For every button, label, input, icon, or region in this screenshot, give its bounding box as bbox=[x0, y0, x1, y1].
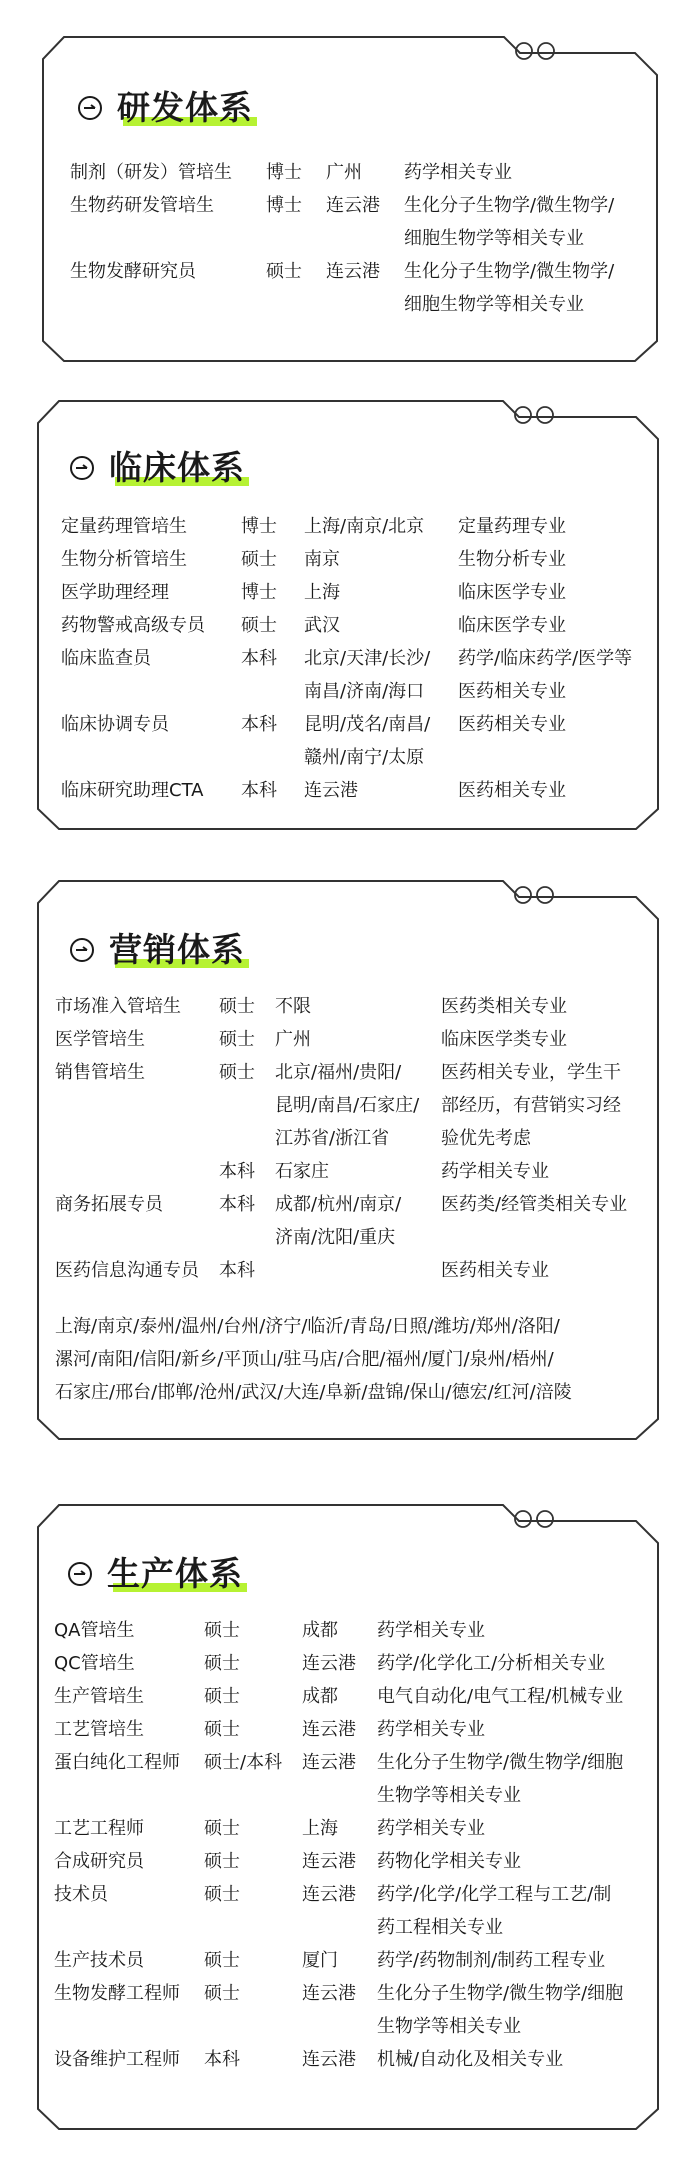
job-row bbox=[55, 1155, 627, 1188]
job-major: 医药相关专业 bbox=[441, 1260, 549, 1281]
job-major: 药学/化学化工/分析相关专业 bbox=[377, 1653, 606, 1674]
job-row bbox=[61, 642, 632, 708]
job-degree: 本科 bbox=[241, 780, 277, 801]
job-degree: 博士 bbox=[241, 516, 277, 537]
arrow-circle-icon bbox=[67, 1561, 93, 1587]
job-title bbox=[55, 1155, 219, 1188]
section-card-clinical bbox=[37, 400, 659, 830]
job-row bbox=[55, 1023, 627, 1056]
job-major: 生化分子生物学/微生物学/ 细胞生物学等相关专业 bbox=[404, 261, 615, 315]
job-location bbox=[275, 1254, 441, 1287]
job-degree: 硕士 bbox=[204, 1686, 240, 1707]
job-row bbox=[70, 255, 614, 321]
section-title: 临床体系 bbox=[109, 448, 245, 487]
job-row bbox=[61, 708, 632, 774]
job-title: QC管培生 bbox=[54, 1653, 135, 1674]
job-row bbox=[55, 1188, 627, 1254]
job-location: 连云港 bbox=[326, 261, 380, 282]
job-degree: 硕士 bbox=[241, 549, 277, 570]
job-degree: 硕士 bbox=[204, 1950, 240, 1971]
job-row bbox=[70, 189, 614, 255]
section-heading bbox=[69, 930, 245, 970]
job-degree: 本科 bbox=[219, 1161, 255, 1182]
job-title: 生物发酵研究员 bbox=[70, 261, 196, 282]
job-major: 药学相关专业 bbox=[377, 1719, 485, 1740]
job-major: 药物化学相关专业 bbox=[377, 1851, 521, 1872]
job-row bbox=[54, 1746, 623, 1812]
section-card-rd bbox=[42, 36, 658, 362]
job-location: 连云港 bbox=[304, 780, 358, 801]
job-location: 连云港 bbox=[302, 1719, 356, 1740]
job-location: 广州 bbox=[326, 162, 362, 183]
job-degree: 硕士 bbox=[219, 1062, 255, 1083]
job-location: 成都 bbox=[302, 1620, 338, 1641]
job-title: 生物分析管培生 bbox=[61, 549, 187, 570]
job-major: 药学相关专业 bbox=[404, 162, 512, 183]
job-title: 生物发酵工程师 bbox=[54, 1983, 180, 2004]
job-title: 定量药理管培生 bbox=[61, 516, 187, 537]
job-title: 临床协调专员 bbox=[61, 714, 169, 735]
job-title: 生产管培生 bbox=[54, 1686, 144, 1707]
job-location: 广州 bbox=[275, 1029, 311, 1050]
job-degree: 本科 bbox=[204, 2049, 240, 2070]
job-row bbox=[61, 510, 632, 543]
job-row bbox=[54, 1812, 623, 1845]
job-row bbox=[54, 1878, 623, 1944]
job-title: 蛋白纯化工程师 bbox=[54, 1752, 180, 1773]
arrow-circle-icon bbox=[69, 937, 95, 963]
job-location: 连云港 bbox=[302, 1752, 356, 1773]
job-degree: 硕士 bbox=[219, 996, 255, 1017]
job-location: 连云港 bbox=[326, 195, 380, 216]
job-row bbox=[61, 543, 632, 576]
job-list bbox=[55, 990, 627, 1287]
job-row bbox=[61, 609, 632, 642]
job-row bbox=[54, 1977, 623, 2043]
job-title: 医学助理经理 bbox=[61, 582, 169, 603]
city-list: 上海/南京/泰州/温州/台州/济宁/临沂/青岛/日照/潍坊/郑州/洛阳/ 漯河/南阳/信阳/新乡/平顶山/驻马店/合肥/福州/厦门/泉州/梧州/ 石家庄/邢台/邯郸/沧州/武汉/大连/阜新/盘锦/保山/德宏/红河/涪陵 bbox=[55, 1316, 572, 1403]
job-degree: 硕士 bbox=[204, 1719, 240, 1740]
job-title: 生物药研发管培生 bbox=[70, 195, 214, 216]
job-major: 药学相关专业 bbox=[377, 1818, 485, 1839]
arrow-circle-icon bbox=[69, 455, 95, 481]
job-title: 合成研究员 bbox=[54, 1851, 144, 1872]
job-degree: 本科 bbox=[219, 1260, 255, 1281]
job-title: 商务拓展专员 bbox=[55, 1194, 163, 1215]
job-location: 北京/福州/贵阳/ 昆明/南昌/石家庄/ 江苏省/浙江省 bbox=[275, 1062, 420, 1149]
job-major: 药学/化学/化学工程与工艺/制 药工程相关专业 bbox=[377, 1884, 612, 1938]
job-row bbox=[54, 1845, 623, 1878]
job-location: 连云港 bbox=[302, 1983, 356, 2004]
section-card-marketing bbox=[37, 880, 659, 1440]
job-row bbox=[61, 774, 632, 807]
job-degree: 硕士 bbox=[219, 1029, 255, 1050]
job-location: 连云港 bbox=[302, 1653, 356, 1674]
job-title: 医药信息沟通专员 bbox=[55, 1260, 199, 1281]
job-row bbox=[54, 1680, 623, 1713]
job-title: 市场准入管培生 bbox=[55, 996, 181, 1017]
job-major: 临床医学类专业 bbox=[441, 1029, 567, 1050]
job-row bbox=[55, 990, 627, 1023]
job-degree: 硕士 bbox=[204, 1851, 240, 1872]
job-title: 医学管培生 bbox=[55, 1029, 145, 1050]
job-major: 临床医学专业 bbox=[458, 615, 566, 636]
arrow-circle-icon bbox=[77, 95, 103, 121]
job-major: 医药相关专业 bbox=[458, 714, 566, 735]
job-major: 医药相关专业，学生干 部经历，有营销实习经 验优先考虑 bbox=[441, 1062, 621, 1149]
job-degree: 硕士 bbox=[204, 1818, 240, 1839]
job-location: 不限 bbox=[275, 996, 311, 1017]
section-heading bbox=[69, 448, 245, 488]
job-title: 设备维护工程师 bbox=[54, 2049, 180, 2070]
job-location: 上海 bbox=[302, 1818, 338, 1839]
job-list bbox=[54, 1614, 623, 2076]
job-degree: 本科 bbox=[219, 1194, 255, 1215]
job-row bbox=[54, 1944, 623, 1977]
job-major: 临床医学专业 bbox=[458, 582, 566, 603]
job-major: 药学相关专业 bbox=[377, 1620, 485, 1641]
job-location: 上海/南京/北京 bbox=[304, 516, 425, 537]
section-title: 生产体系 bbox=[107, 1554, 243, 1593]
job-location: 北京/天津/长沙/ 南昌/济南/海口 bbox=[304, 648, 431, 702]
job-title: 临床监查员 bbox=[61, 648, 151, 669]
job-row bbox=[55, 1056, 627, 1155]
job-degree: 本科 bbox=[241, 714, 277, 735]
job-title: 技术员 bbox=[54, 1884, 108, 1905]
job-row bbox=[54, 2043, 623, 2076]
job-major: 生物分析专业 bbox=[458, 549, 566, 570]
job-major: 生化分子生物学/微生物学/细胞 生物学等相关专业 bbox=[377, 1983, 624, 2037]
job-degree: 硕士 bbox=[241, 615, 277, 636]
job-major: 医药类/经管类相关专业 bbox=[441, 1194, 628, 1215]
section-title: 营销体系 bbox=[109, 930, 245, 969]
job-major: 药学/临床药学/医学等 医药相关专业 bbox=[458, 648, 633, 702]
job-title: 销售管培生 bbox=[55, 1062, 145, 1083]
job-major: 定量药理专业 bbox=[458, 516, 566, 537]
job-major: 医药类相关专业 bbox=[441, 996, 567, 1017]
job-list bbox=[70, 156, 614, 321]
job-degree: 硕士 bbox=[204, 1620, 240, 1641]
job-major: 电气自动化/电气工程/机械专业 bbox=[377, 1686, 624, 1707]
section-heading bbox=[77, 88, 253, 128]
job-location: 成都/杭州/南京/ 济南/沈阳/重庆 bbox=[275, 1194, 402, 1248]
job-row bbox=[61, 576, 632, 609]
job-major: 机械/自动化及相关专业 bbox=[377, 2049, 564, 2070]
job-location: 武汉 bbox=[304, 615, 340, 636]
job-major: 生化分子生物学/微生物学/细胞 生物学等相关专业 bbox=[377, 1752, 624, 1806]
job-title: 药物警戒高级专员 bbox=[61, 615, 205, 636]
job-degree: 硕士 bbox=[204, 1653, 240, 1674]
job-list bbox=[61, 510, 632, 807]
job-degree: 硕士/本科 bbox=[204, 1752, 283, 1773]
job-row bbox=[54, 1614, 623, 1647]
job-location: 昆明/茂名/南昌/ 赣州/南宁/太原 bbox=[304, 714, 431, 768]
job-major: 医药相关专业 bbox=[458, 780, 566, 801]
job-location: 厦门 bbox=[302, 1950, 338, 1971]
job-title: QA管培生 bbox=[54, 1620, 135, 1641]
job-location: 上海 bbox=[304, 582, 340, 603]
job-degree: 博士 bbox=[266, 195, 302, 216]
job-degree: 硕士 bbox=[204, 1983, 240, 2004]
job-location: 石家庄 bbox=[275, 1161, 329, 1182]
job-location: 连云港 bbox=[302, 1851, 356, 1872]
section-title: 研发体系 bbox=[117, 88, 253, 127]
job-major: 生化分子生物学/微生物学/ 细胞生物学等相关专业 bbox=[404, 195, 615, 249]
job-title: 工艺工程师 bbox=[54, 1818, 144, 1839]
job-title: 临床研究助理CTA bbox=[61, 780, 204, 801]
section-heading bbox=[67, 1554, 243, 1594]
job-row bbox=[54, 1647, 623, 1680]
job-title: 生产技术员 bbox=[54, 1950, 144, 1971]
job-degree: 本科 bbox=[241, 648, 277, 669]
section-card-production bbox=[37, 1504, 659, 2130]
job-degree: 硕士 bbox=[204, 1884, 240, 1905]
job-location: 连云港 bbox=[302, 1884, 356, 1905]
job-title: 制剂（研发）管培生 bbox=[70, 162, 232, 183]
job-major: 药学/药物制剂/制药工程专业 bbox=[377, 1950, 606, 1971]
job-row bbox=[55, 1254, 627, 1287]
job-degree: 博士 bbox=[266, 162, 302, 183]
job-degree: 硕士 bbox=[266, 261, 302, 282]
job-location: 南京 bbox=[304, 549, 340, 570]
job-location: 成都 bbox=[302, 1686, 338, 1707]
job-row bbox=[54, 1713, 623, 1746]
job-degree: 博士 bbox=[241, 582, 277, 603]
job-row bbox=[70, 156, 614, 189]
job-major: 药学相关专业 bbox=[441, 1161, 549, 1182]
job-location: 连云港 bbox=[302, 2049, 356, 2070]
job-title: 工艺管培生 bbox=[54, 1719, 144, 1740]
